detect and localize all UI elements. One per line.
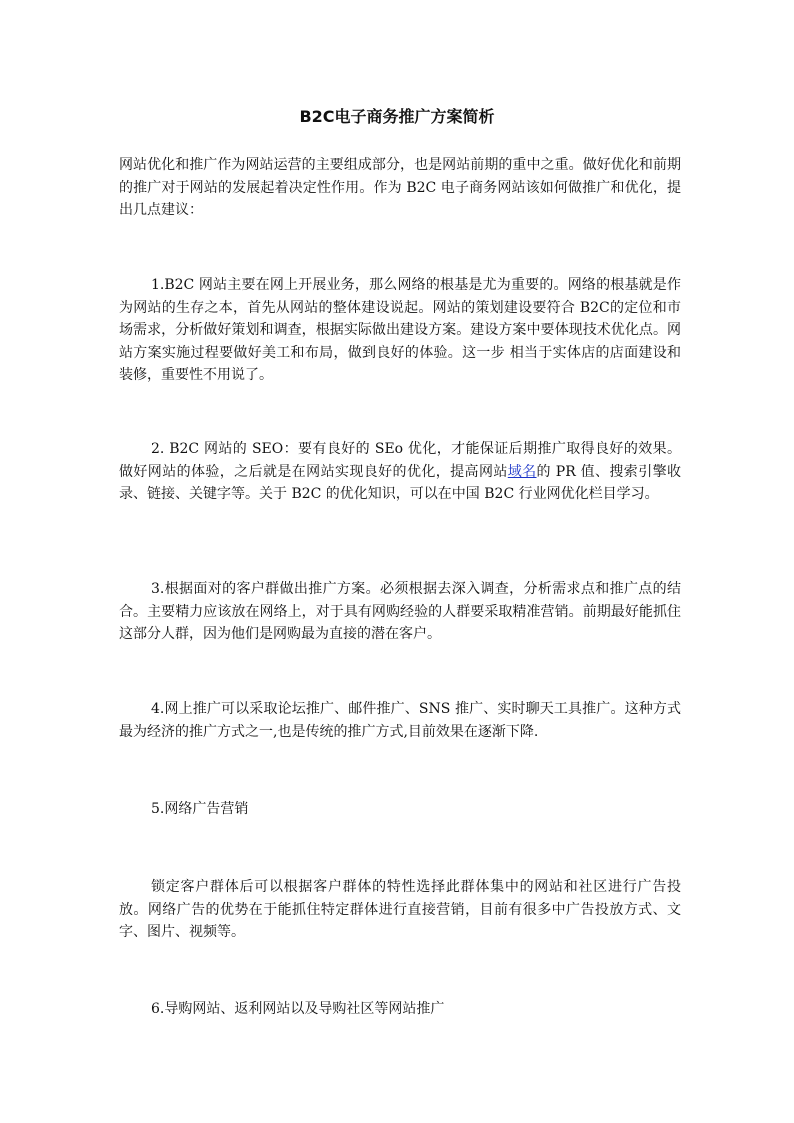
paragraph-6-heading: 6.导购网站、返利网站以及导购社区等网站推广: [151, 1001, 445, 1017]
domain-link[interactable]: 域名: [507, 463, 537, 480]
paragraph-5-body: 锁定客户群体后可以根据客户群体的特性选择此群体集中的网站和社区进行广告投放。网络广告的优势在于能抓住特定群体进行直接营销，目前有很多中广告投放方式、文字、图片、视频等。: [119, 879, 681, 940]
paragraph-1: 1.B2C 网站主要在网上开展业务，那么网络的根基是尤为重要的。网络的根基就是作为网站的生存之本，首先从网站的整体建设说起。网站的策划建设要符合 B2C的定位和市场需求，分析做好策划和调查，根据实际做出建设方案。建设方案中要体现技术优化点。网站方案实施过程要做好美工和布局，做到良好的体验。这一步 相当于实体店的店面建设和装修，重要性不用说了。: [119, 277, 681, 383]
paragraph-2: [119, 438, 681, 506]
document-title: B2C电子商务推广方案简析: [299, 107, 495, 126]
paragraph-4: 4.网上推广可以采取论坛推广、邮件推广、SNS 推广、实时聊天工具推广。这种方式最为经济的推广方式之一,也是传统的推广方式,目前效果在逐渐下降.: [119, 701, 681, 740]
intro-paragraph: 网站优化和推广作为网站运营的主要组成部分，也是网站前期的重中之重。做好优化和前期的推广对于网站的发展起着决定性作用。作为 B2C 电子商务网站该如何做推广和优化，提出几点建议：: [119, 157, 681, 218]
paragraph-2-text-before: 2. B2C 网站的 SEO：要有良好的 SEo 优化，才能保证后期推广取得良好的效果。做好网站的体验，之后就是在网站实现良好的优化，提高网站: [119, 441, 681, 480]
paragraph-2-text-after: 的 PR 值、搜索引擎收录、链接、关键字等。关于 B2C 的优化知识，可以在中国 B2C 行业网优化栏目学习。: [119, 463, 681, 502]
paragraph-3: 3.根据面对的客户群做出推广方案。必须根据去深入调查，分析需求点和推广点的结合。主要精力应该放在网络上，对于具有网购经验的人群要采取精准营销。前期最好能抓住这部分人群，因为他们是网购最为直接的潜在客户。: [119, 581, 681, 642]
paragraph-5-heading: 5.网络广告营销: [151, 801, 249, 817]
